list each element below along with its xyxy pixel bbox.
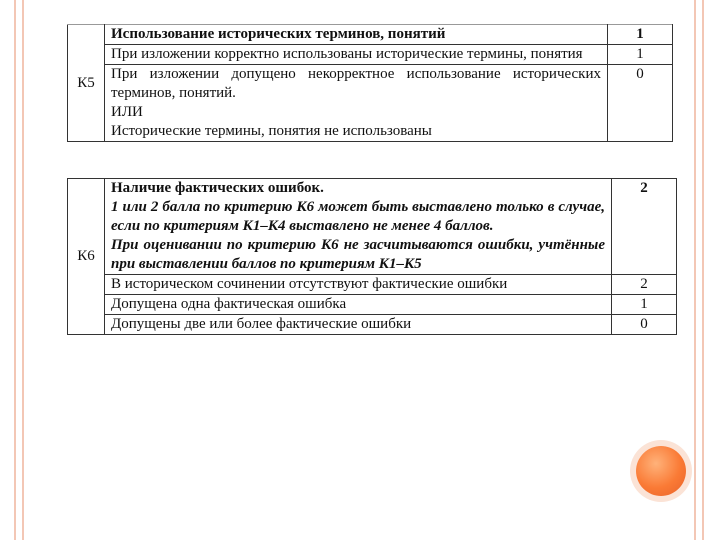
- criterion-note: При оценивании по критерию К6 не засчитываются ошибки, учтённые при выставлении баллов по критериям К1–К5: [111, 237, 605, 272]
- criterion-note: 1 или 2 балла по критерию К6 может быть выставлено только в случае, если по критериям К1–К4 выставлено не менее 4 баллов.: [111, 199, 605, 234]
- criterion-title: Использование исторических терминов, понятий: [105, 25, 608, 45]
- table-row: [68, 65, 673, 142]
- criterion-max-score: 2: [612, 179, 677, 275]
- table-row: [68, 315, 677, 335]
- slide-border-right-outer: [702, 0, 704, 540]
- criterion-score: 0: [612, 315, 677, 335]
- description-line: Исторические термины, понятия не использованы: [111, 123, 432, 139]
- criterion-score: 2: [612, 275, 677, 295]
- table-row: [68, 295, 677, 315]
- criterion-description: При изложении корректно использованы исторические термины, понятия: [105, 45, 608, 65]
- table-row: [68, 179, 677, 275]
- criterion-description: Допущены две или более фактические ошибки: [105, 315, 612, 335]
- criterion-title: Наличие фактических ошибок.: [111, 180, 324, 196]
- table-row: [68, 45, 673, 65]
- decorative-orange-circle: [636, 446, 686, 496]
- criterion-score: 1: [608, 45, 673, 65]
- description-or: ИЛИ: [111, 104, 143, 120]
- criterion-score: 1: [612, 295, 677, 315]
- table-row: [68, 25, 673, 45]
- criterion-max-score: 1: [608, 25, 673, 45]
- criterion-code: К6: [68, 179, 105, 335]
- criterion-header: [105, 179, 612, 275]
- table-row: [68, 275, 677, 295]
- criteria-table-k6: [67, 178, 677, 335]
- criterion-code: К5: [68, 25, 105, 142]
- description-line: При изложении допущено некорректное использование исторических терминов, понятий.: [111, 66, 601, 101]
- criterion-score: 0: [608, 65, 673, 142]
- criterion-description: Допущена одна фактическая ошибка: [105, 295, 612, 315]
- criteria-table-k5: [67, 24, 673, 142]
- criterion-description: В историческом сочинении отсутствуют фактические ошибки: [105, 275, 612, 295]
- slide-border-left-inner: [22, 0, 24, 540]
- slide-border-right-inner: [694, 0, 696, 540]
- criterion-description: [105, 65, 608, 142]
- slide-border-left-outer: [14, 0, 16, 540]
